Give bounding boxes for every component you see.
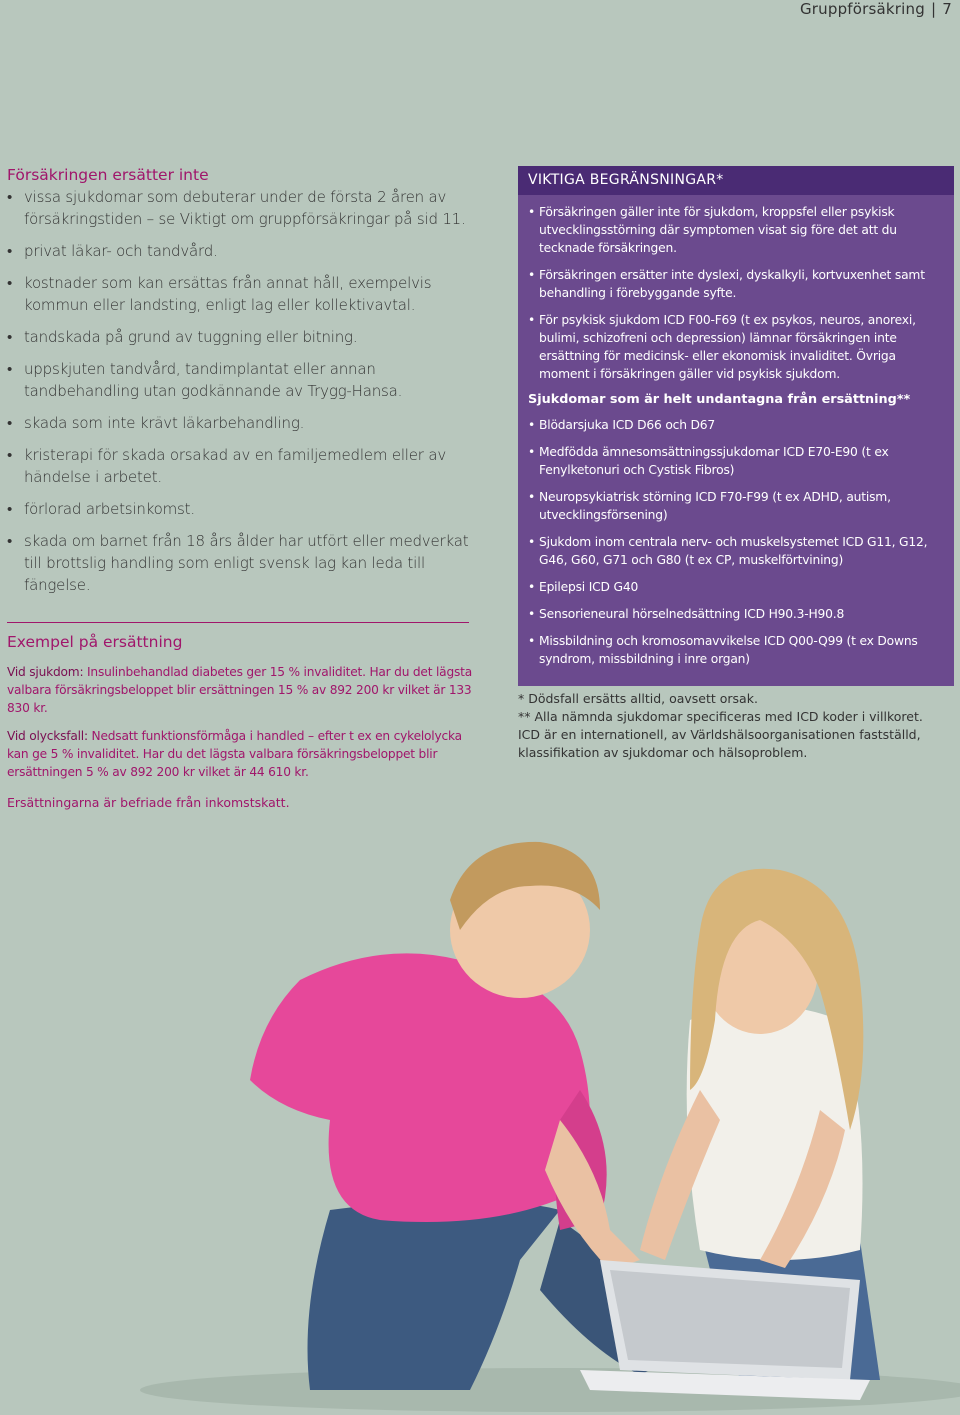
- divider: [7, 622, 469, 623]
- footnote-2: ** Alla nämnda sjukdomar specificeras med ICD koder i villkoret. ICD är en internationell, av Världshälsoorganisationen fastställd, klassifikation av sjukdomar och hälsoproblem.: [518, 709, 923, 760]
- header-separator: |: [930, 0, 937, 18]
- list-item: • Sjukdom inom centrala nerv- och muskelsystemet ICD G11, G12, G46, G60, G71 och G80 (t ex CP, muskelförtvining): [528, 533, 944, 569]
- list-item: • skada som inte krävt läkarbehandling.: [7, 412, 477, 434]
- excluded-diseases-list: [528, 416, 944, 668]
- list-item: • Medfödda ämnesomsättningssjukdomar ICD E70-E90 (t ex Fenylketonuri och Cystisk Fibros): [528, 443, 944, 479]
- tax-note: Ersättningarna är befriade från inkomstskatt.: [7, 795, 290, 810]
- example-accident: [7, 727, 477, 781]
- example-illness-text: Insulinbehandlad diabetes ger 15 % invaliditet. Har du det lägsta valbara försäkringsbeloppet blir ersättningen 15 % av 892 200 kr vilket är 133 830 kr.: [7, 665, 472, 715]
- limitations-title: VIKTIGA BEGRÄNSNINGAR*: [518, 166, 954, 195]
- list-item: • Neuropsykiatrisk störning ICD F70-F99 (t ex ADHD, autism, utvecklingsförsening): [528, 488, 944, 524]
- example-title: Exempel på ersättning: [7, 633, 183, 651]
- left-column: [7, 166, 477, 810]
- list-item: • kristerapi för skada orsakad av en familjemedlem eller av händelse i arbetet.: [7, 444, 477, 488]
- list-item: • Blödarsjuka ICD D66 och D67: [528, 416, 944, 434]
- exclusions-list: [7, 186, 477, 596]
- excluded-diseases-title: Sjukdomar som är helt undantagna från ersättning**: [528, 392, 911, 407]
- limitations-list: [528, 203, 944, 383]
- example-accident-lead: Vid olycksfall:: [7, 729, 88, 743]
- example-accident-text: Nedsatt funktionsförmåga i handled – efter t ex en cykelolycka kan ge 5 % invaliditet. Har du det lägsta valbara försäkringsbeloppet blir ersättningen 5 % av 892 200 kr vilket är 44 610 kr.: [7, 729, 462, 779]
- list-item: • För psykisk sjukdom ICD F00-F69 (t ex psykos, neuros, anorexi, bulimi, schizofreni och depression) lämnar försäkringen inte ersättning för medicinsk- eller ekonomisk invaliditet. Övriga moment i försäkringen gäller vid psykisk sjukdom.: [528, 311, 944, 383]
- example-illness: [7, 663, 477, 717]
- footnotes: [518, 690, 948, 762]
- header-title: Gruppförsäkring: [799, 0, 925, 18]
- list-item: • Försäkringen gäller inte för sjukdom, kroppsfel eller psykisk utvecklingsstörning där symptomen visat sig före det att du tecknade försäkringen.: [528, 203, 944, 257]
- list-item: • kostnader som kan ersättas från annat håll, exempelvis kommun eller landsting, enligt lag eller kollektivavtal.: [7, 272, 477, 316]
- list-item: • Försäkringen ersätter inte dyslexi, dyskalkyli, kortvuxenhet samt behandling i förebyggande syfte.: [528, 266, 944, 302]
- limitations-box: [518, 166, 954, 686]
- list-item: • tandskada på grund av tuggning eller bitning.: [7, 326, 477, 348]
- footnote-1: * Dödsfall ersätts alltid, oavsett orsak.: [518, 691, 758, 706]
- list-item: • vissa sjukdomar som debuterar under de första 2 åren av försäkringstiden – se Viktigt om gruppförsäkringar på sid 11.: [7, 186, 477, 230]
- list-item: • förlorad arbetsinkomst.: [7, 498, 477, 520]
- limitations-body: [518, 195, 954, 668]
- page-number: 7: [942, 0, 952, 18]
- example-illness-lead: Vid sjukdom:: [7, 665, 84, 679]
- list-item: • Missbildning och kromosomavvikelse ICD Q00-Q99 (t ex Downs syndrom, missbildning i inre organ): [528, 632, 944, 668]
- page-header: [800, 0, 952, 18]
- list-item: • Sensorieneural hörselnedsättning ICD H90.3-H90.8: [528, 605, 944, 623]
- children-laptop-photo: [0, 790, 960, 1415]
- list-item: • skada om barnet från 18 års ålder har utfört eller medverkat till brottslig handling som enligt svensk lag kan leda till fängelse.: [7, 530, 477, 596]
- exclusions-title: Försäkringen ersätter inte: [7, 166, 209, 184]
- list-item: • privat läkar- och tandvård.: [7, 240, 477, 262]
- list-item: • uppskjuten tandvård, tandimplantat eller annan tandbehandling utan godkännande av Trygg-Hansa.: [7, 358, 477, 402]
- list-item: • Epilepsi ICD G40: [528, 578, 944, 596]
